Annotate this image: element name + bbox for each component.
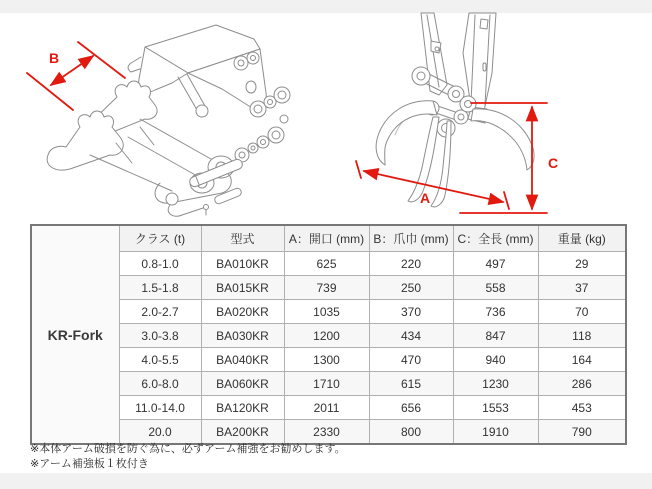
table-cell: 739 — [284, 276, 369, 300]
table-cell: 11.0-14.0 — [119, 396, 201, 420]
table-cell: 558 — [453, 276, 538, 300]
dimension-a — [356, 161, 509, 209]
table-cell: BA010KR — [201, 252, 284, 276]
top-margin-strip — [0, 0, 652, 13]
table-cell: 2330 — [284, 420, 369, 445]
col-header-model: 型式 — [201, 225, 284, 252]
footnote-line-2: ※アーム補強板１枚付き — [30, 458, 149, 470]
table-cell: 3.0-3.8 — [119, 324, 201, 348]
table-cell: 800 — [369, 420, 453, 445]
table-cell: 470 — [369, 348, 453, 372]
table-row — [31, 348, 626, 372]
table-cell: 4.0-5.5 — [119, 348, 201, 372]
table-cell: BA030KR — [201, 324, 284, 348]
table-cell: 370 — [369, 300, 453, 324]
table-cell: 453 — [538, 396, 626, 420]
table-cell: 1300 — [284, 348, 369, 372]
table-cell: BA060KR — [201, 372, 284, 396]
table-cell: 1710 — [284, 372, 369, 396]
table-cell: 625 — [284, 252, 369, 276]
table-cell: 1.5-1.8 — [119, 276, 201, 300]
table-cell: 164 — [538, 348, 626, 372]
table-cell: 736 — [453, 300, 538, 324]
col-header-a-opening: A：開口 (mm) — [284, 225, 369, 252]
footnote-line-1: ※本体アーム破損を防ぐ為に、必ずアーム補強をお勧めします。 — [30, 443, 346, 455]
table-cell: 0.8-1.0 — [119, 252, 201, 276]
table-row — [31, 324, 626, 348]
table-cell: 497 — [453, 252, 538, 276]
table-cell: 118 — [538, 324, 626, 348]
dimension-label-a: A — [419, 190, 431, 206]
table-row — [31, 420, 626, 445]
spec-table-body — [31, 225, 626, 444]
table-cell: 20.0 — [119, 420, 201, 445]
table-cell: 1553 — [453, 396, 538, 420]
table-row — [31, 372, 626, 396]
spec-table — [30, 224, 627, 445]
table-cell: 940 — [453, 348, 538, 372]
col-header-b-claw-width: B：爪巾 (mm) — [369, 225, 453, 252]
table-cell: 6.0-8.0 — [119, 372, 201, 396]
col-header-c-length: C：全長 (mm) — [453, 225, 538, 252]
dimension-label-c: C — [548, 155, 559, 171]
fork-frame-sketch — [47, 81, 234, 216]
table-cell: 790 — [538, 420, 626, 445]
table-cell: 847 — [453, 324, 538, 348]
table-cell: BA015KR — [201, 276, 284, 300]
dimension-label-b: B — [48, 50, 60, 66]
table-cell: 1910 — [453, 420, 538, 445]
table-cell: 29 — [538, 252, 626, 276]
table-cell: 2011 — [284, 396, 369, 420]
table-cell: 220 — [369, 252, 453, 276]
table-row — [31, 276, 626, 300]
table-cell: BA120KR — [201, 396, 284, 420]
table-cell: 2.0-2.7 — [119, 300, 201, 324]
table-cell: BA020KR — [201, 300, 284, 324]
table-cell: 37 — [538, 276, 626, 300]
col-header-class: クラス (t) — [119, 225, 201, 252]
dimension-b — [27, 42, 125, 110]
table-row — [31, 300, 626, 324]
bottom-margin-strip — [0, 473, 652, 489]
exploded-view-diagram — [20, 15, 330, 220]
table-cell: 434 — [369, 324, 453, 348]
table-row — [31, 252, 626, 276]
col-header-weight: 重量 (kg) — [538, 225, 626, 252]
table-row — [31, 396, 626, 420]
table-cell: 615 — [369, 372, 453, 396]
footnotes — [30, 442, 346, 472]
assembled-view-diagram — [335, 13, 645, 225]
table-cell: 250 — [369, 276, 453, 300]
table-cell: 656 — [369, 396, 453, 420]
table-cell: 286 — [538, 372, 626, 396]
table-cell: 1200 — [284, 324, 369, 348]
product-name: KR-Fork — [31, 225, 119, 444]
table-cell: 70 — [538, 300, 626, 324]
header-row — [31, 225, 626, 252]
table-cell: 1035 — [284, 300, 369, 324]
table-cell: BA040KR — [201, 348, 284, 372]
table-cell: BA200KR — [201, 420, 284, 445]
table-cell: 1230 — [453, 372, 538, 396]
